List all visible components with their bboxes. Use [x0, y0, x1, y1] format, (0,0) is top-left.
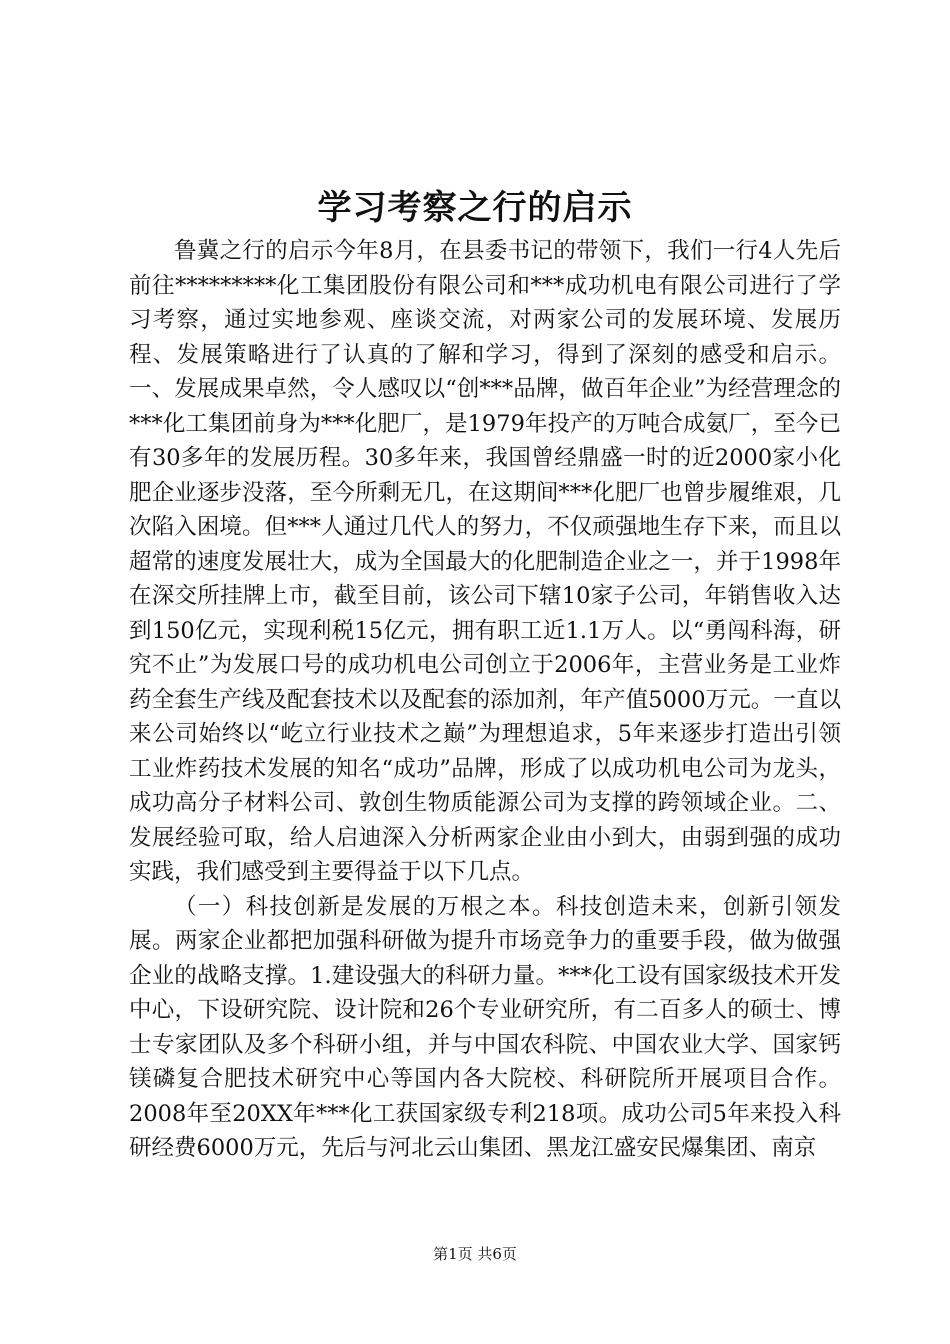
document-title: 学习考察之行的启示: [317, 188, 633, 228]
paragraph-2: （一）科技创新是发展的万根之本。科技创造未来，创新引领发展。两家企业都把加强科研做为提升市场竞争力的重要手段，做为做强企业的战略支撑。1.建设强大的科研力量。***化工设有国家级技术开发中心，下设研究院、设计院和26个专业研究所，有二百多人的硕士、博士专家团队及多个科研小组，并与中国农科院、中国农业大学、国家钙镁磷复合肥技术研究中心等国内各大院校、科研院所开展项目合作。2008年至20XX年***化工获国家级专利218项。成功公司5年来投入科研经费6000万元，先后与河北云山集团、黑龙江盛安民爆集团、南京: [129, 893, 841, 1161]
paragraph-1: 鲁冀之行的启示今年8月，在县委书记的带领下，我们一行4人先后前往*********化工集团股份有限公司和***成功机电有限公司进行了学习考察，通过实地参观、座谈交流，对两家公司的发展环境、发展历程、发展策略进行了认真的了解和学习，得到了深刻的感受和启示。一、发展成果卓然，令人感叹以“创***品牌，做百年企业”为经营理念的***化工集团前身为***化肥厂，是1979年投产的万吨合成氨厂，至今已有30多年的发展历程。30多年来，我国曾经鼎盛一时的近2000家小化肥企业逐步没落，至今所剩无几，在这期间***化肥厂也曾步履维艰，几次陷入困境。但***人通过几代人的努力，不仅顽强地生存下来，而且以超常的速度发展壮大，成为全国最大的化肥制造企业之一，并于1998年在深交所挂牌上市，截至目前，该公司下辖10家子公司，年销售收入达到150亿元，实现利税15亿元，拥有职工近1.1万人。以“勇闯科海，研究不止”为发展口号的成功机电公司创立于2006年，主营业务是工业炸药全套生产线及配套技术以及配套的添加剂，年产值5000万元。一直以来公司始终以“屹立行业技术之巅”为理想追求，5年来逐步打造出引领工业炸药技术发展的知名“成功”品牌，形成了以成功机电公司为龙头，成功高分子材料公司、敦创生物质能源公司为支撑的跨领域企业。二、发展经验可取，给人启迪深入分析两家企业由小到大，由弱到强的成功实践，我们感受到主要得益于以下几点。: [129, 238, 841, 885]
document-body: [129, 234, 841, 1166]
page-number-footer: 第1页 共6页: [433, 1245, 517, 1263]
